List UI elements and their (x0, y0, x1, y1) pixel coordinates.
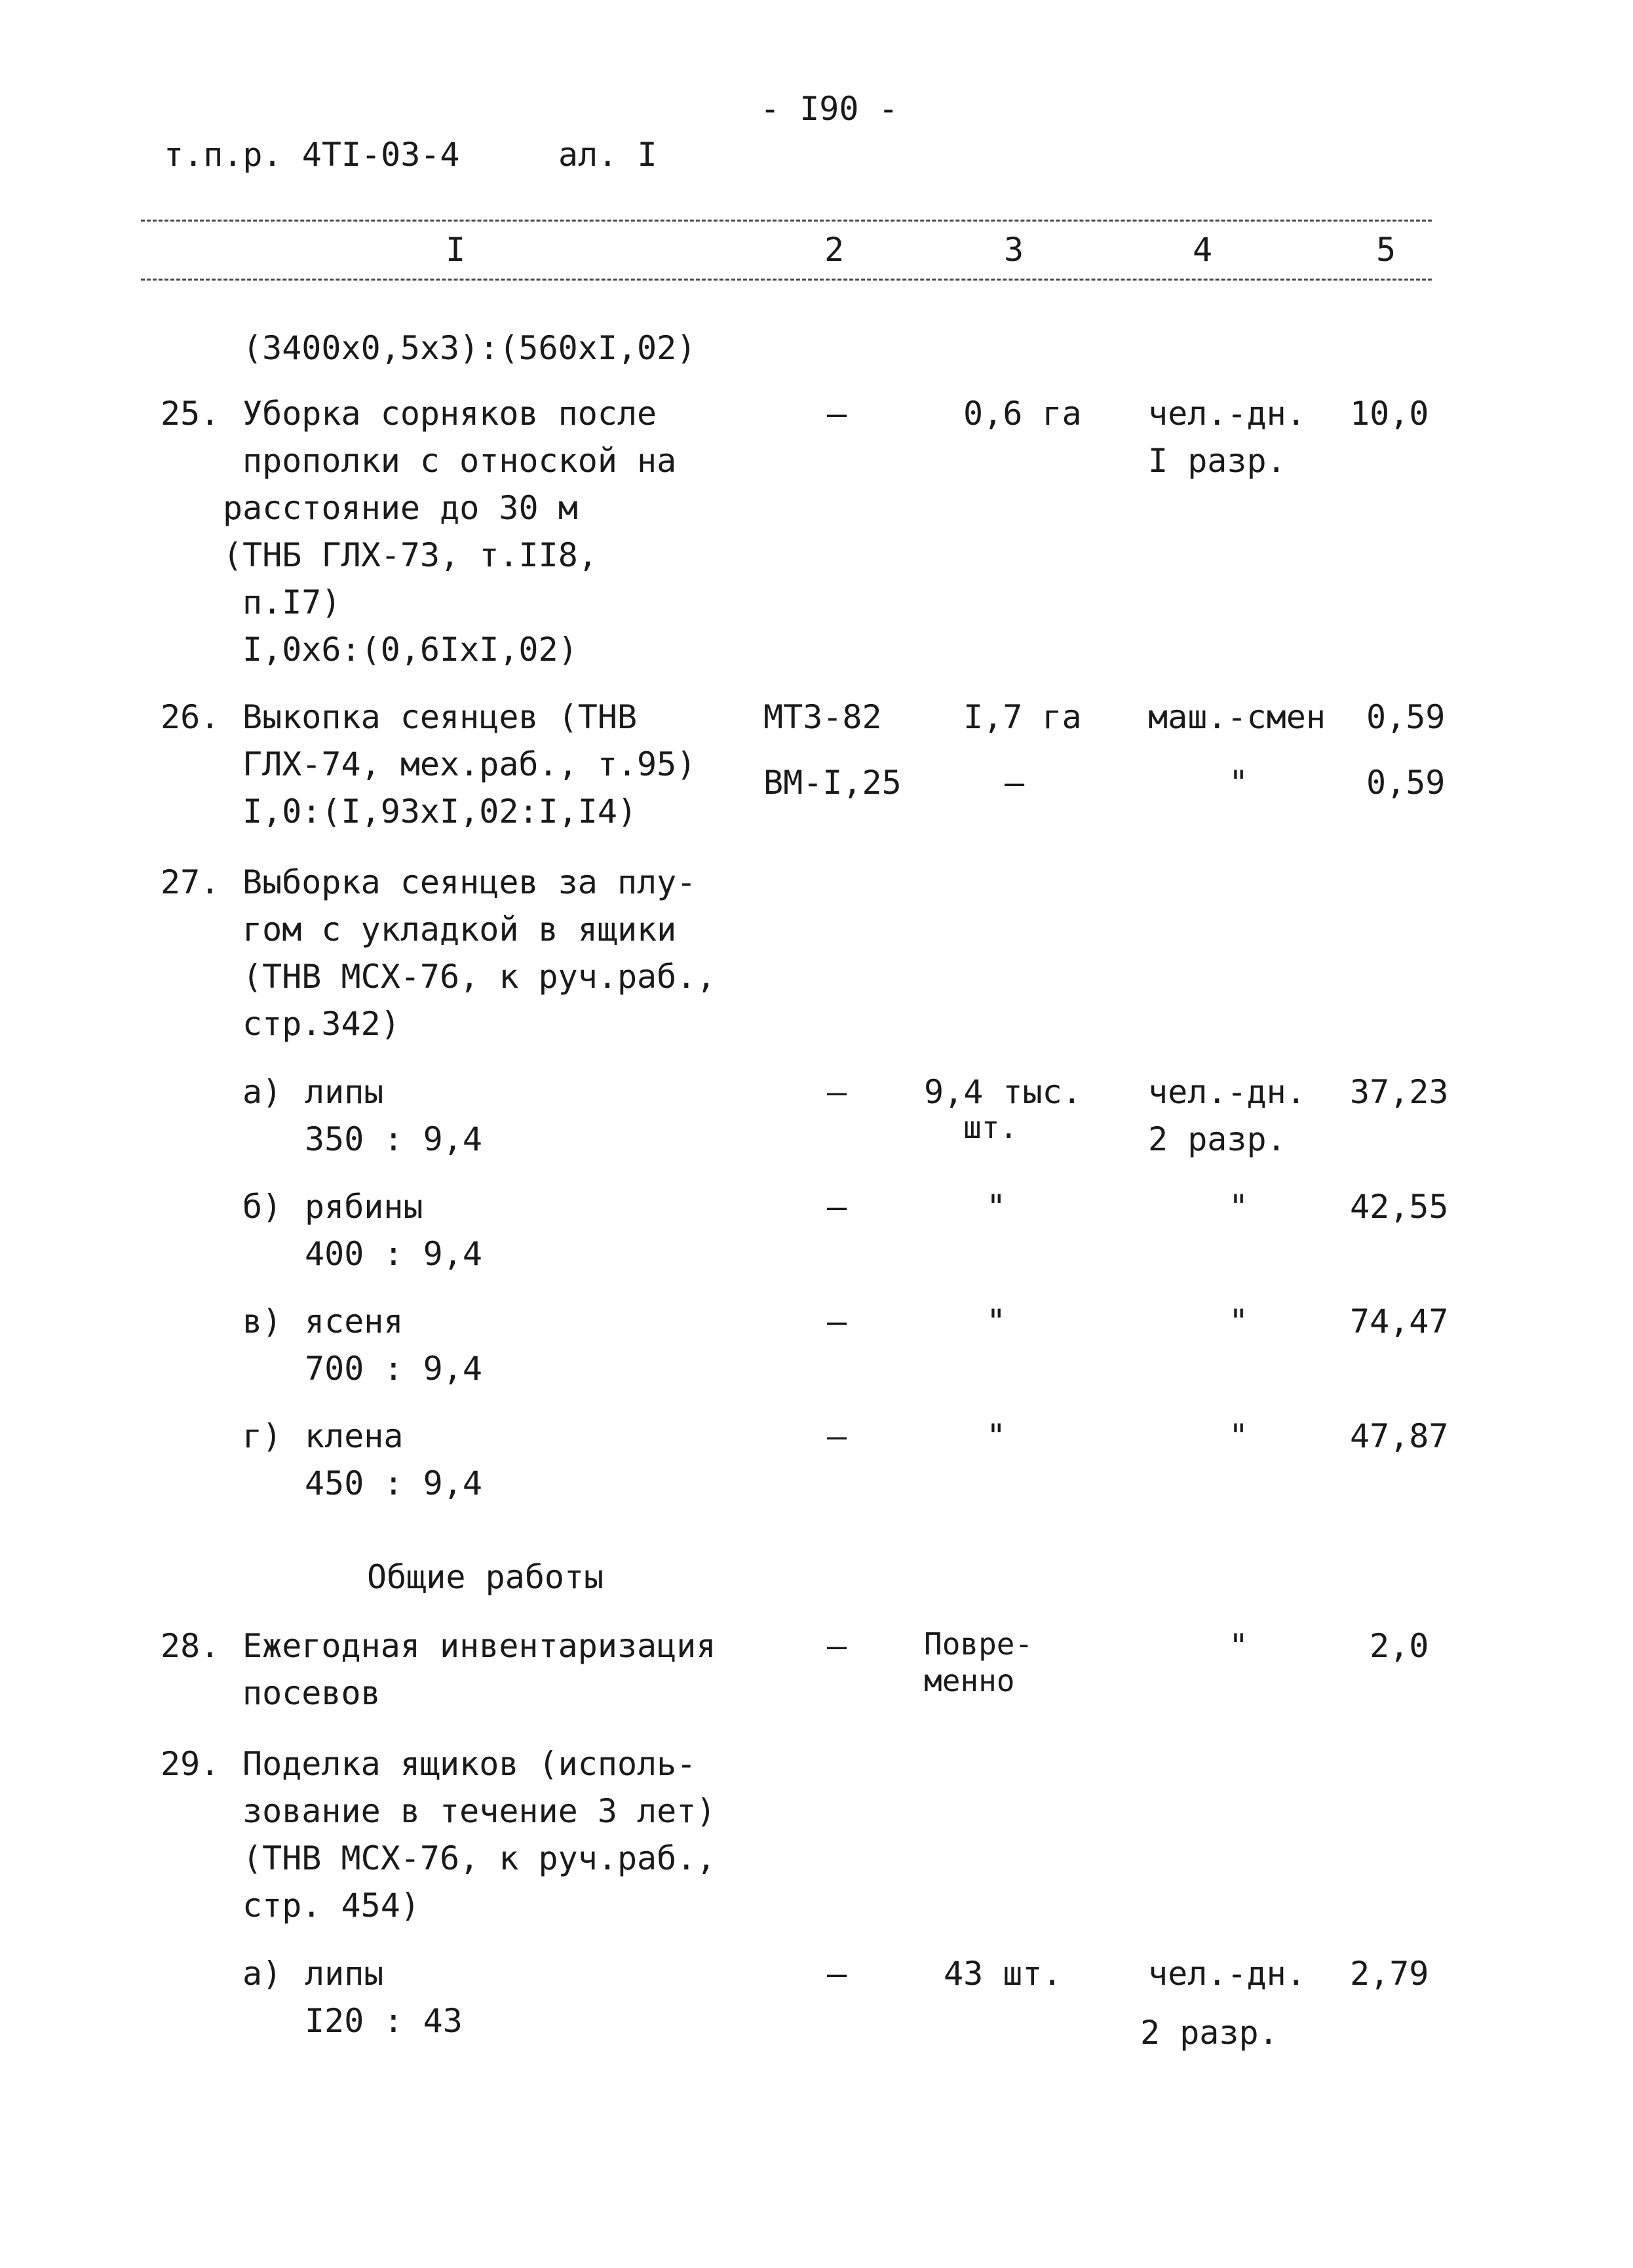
row-26-col5: 0,59 (1366, 698, 1446, 736)
page-number: - I90 - (760, 90, 898, 128)
row-25-col3: 0,6 га (963, 395, 1082, 433)
row-28-col3-line-2: менно (924, 1663, 1015, 1698)
row-25-line-5: п.I7) (242, 583, 341, 621)
column-header-3: 3 (1003, 231, 1024, 269)
row-29a-col4-line-2: 2 разр. (1140, 2014, 1278, 2052)
row-28-line-1: Ежегодная инвентаризация (242, 1627, 716, 1665)
row-28-col4: " (1229, 1627, 1249, 1665)
column-header-4: 4 (1192, 231, 1213, 269)
table-top-rule (141, 220, 1432, 222)
row-29-line-4: стр. 454) (242, 1887, 420, 1925)
row-27a-col4-line-1: чел.-дн. (1148, 1073, 1306, 1111)
row-28-col3-line-1: Повре- (924, 1626, 1033, 1662)
row-28-line-2: посевов (242, 1674, 381, 1712)
row-27c-col4: " (1229, 1302, 1249, 1340)
row-27b-line-2: 400 : 9,4 (305, 1235, 482, 1273)
row-27b-col2: – (827, 1188, 847, 1226)
row-25-col2: – (827, 395, 847, 433)
row-26-line-2: ГЛХ-74, мех.раб., т.95) (242, 745, 697, 783)
row-27a-col3-line-1: 9,4 тыс. (924, 1073, 1082, 1111)
row-27-number: 27. (161, 863, 220, 901)
row-27d-label: г) (242, 1417, 282, 1455)
row-27d-col5: 47,87 (1350, 1417, 1449, 1455)
column-header-1: I (445, 231, 466, 269)
row-27a-line-1: липы (305, 1073, 384, 1111)
row-25-line-4: (ТНБ ГЛХ-73, т.II8, (223, 536, 598, 574)
row-27c-col2: – (827, 1302, 847, 1340)
row-29a-label: а) (242, 1955, 282, 1993)
row-27a-label: а) (242, 1073, 282, 1111)
row-27-line-4: стр.342) (242, 1005, 400, 1043)
row-27b-label: б) (242, 1188, 282, 1226)
row-26-col3: I,7 га (963, 698, 1082, 736)
row-25-number: 25. (161, 395, 220, 433)
row-27a-col2: – (827, 1073, 847, 1111)
row-27d-line-1: клена (305, 1417, 404, 1455)
row-27d-col4: " (1229, 1417, 1249, 1455)
row-29a-col3: 43 шт. (944, 1955, 1062, 1993)
row-27c-col3: " (986, 1302, 1007, 1340)
row-26-sub-col2: ВМ-I,25 (763, 764, 902, 802)
row-29-line-3: (ТНВ МСХ-76, к руч.раб., (242, 1839, 716, 1877)
row-25-col5: 10,0 (1350, 395, 1429, 433)
row-26-number: 26. (161, 698, 220, 736)
row-29-number: 29. (161, 1745, 220, 1783)
row-26-sub-col5: 0,59 (1366, 764, 1446, 802)
row-27-line-1: Выборка сеянцев за плу- (242, 863, 697, 901)
row-26-col2: МТЗ-82 (763, 698, 882, 736)
row-27b-col3: " (986, 1188, 1007, 1226)
row-27-line-2: гом с укладкой в ящики (242, 910, 677, 948)
row-28-col2: – (827, 1627, 847, 1665)
row-27c-line-1: ясеня (305, 1302, 404, 1340)
column-header-2: 2 (824, 231, 845, 269)
row-27d-line-2: 450 : 9,4 (305, 1464, 482, 1502)
row-26-line-1: Выкопка сеянцев (ТНВ (242, 698, 638, 736)
section-title: Общие работы (367, 1558, 604, 1596)
row-26-line-3: I,0:(I,93xI,02:I,I4) (242, 792, 638, 831)
row-29a-col4-line-1: чел.-дн. (1148, 1955, 1306, 1993)
row-27d-col2: – (827, 1417, 847, 1455)
row-25-line-2: прополки с отноской на (242, 442, 677, 480)
row-26-col4: маш.-смен (1148, 698, 1326, 736)
row-27a-col3-line-2: шт. (963, 1110, 1018, 1145)
row-29a-col5: 2,79 (1350, 1955, 1429, 1993)
row-24-formula: (3400x0,5x3):(560xI,02) (242, 329, 697, 367)
row-25-line-1: Уборка сорняков после (242, 395, 657, 433)
row-29-line-1: Поделка ящиков (исполь- (242, 1745, 697, 1783)
row-27b-col5: 42,55 (1350, 1188, 1449, 1226)
row-25-line-3: расстояние до 30 м (223, 489, 578, 527)
row-25-col4-line-2: I разр. (1148, 442, 1286, 480)
row-27c-line-2: 700 : 9,4 (305, 1350, 482, 1388)
row-29a-col2: – (827, 1955, 847, 1993)
row-27c-label: в) (242, 1302, 282, 1340)
row-25-line-6: I,0x6:(0,6IxI,02) (242, 631, 578, 669)
row-28-number: 28. (161, 1627, 220, 1665)
row-27b-col4: " (1229, 1188, 1249, 1226)
row-27d-col3: " (986, 1417, 1007, 1455)
row-27b-line-1: рябины (305, 1188, 423, 1226)
row-25-col4-line-1: чел.-дн. (1148, 395, 1306, 433)
row-27a-col5: 37,23 (1350, 1073, 1449, 1111)
row-29-line-2: зование в течение 3 лет) (242, 1792, 716, 1830)
table-header-rule (141, 279, 1432, 281)
row-27-line-3: (ТНВ МСХ-76, к руч.раб., (242, 958, 716, 996)
row-29a-line-1: липы (305, 1955, 384, 1993)
column-header-5: 5 (1375, 231, 1396, 269)
row-26-sub-col3: – (1005, 764, 1025, 802)
row-27a-line-2: 350 : 9,4 (305, 1120, 482, 1158)
row-28-col5: 2,0 (1370, 1627, 1429, 1665)
row-27c-col5: 74,47 (1350, 1302, 1449, 1340)
document-reference: т.п.р. 4ТI-03-4 ал. I (164, 136, 657, 174)
row-27a-col4-line-2: 2 разр. (1148, 1120, 1286, 1158)
row-29a-line-2: I20 : 43 (305, 2002, 463, 2040)
row-26-sub-col4: " (1229, 764, 1249, 802)
